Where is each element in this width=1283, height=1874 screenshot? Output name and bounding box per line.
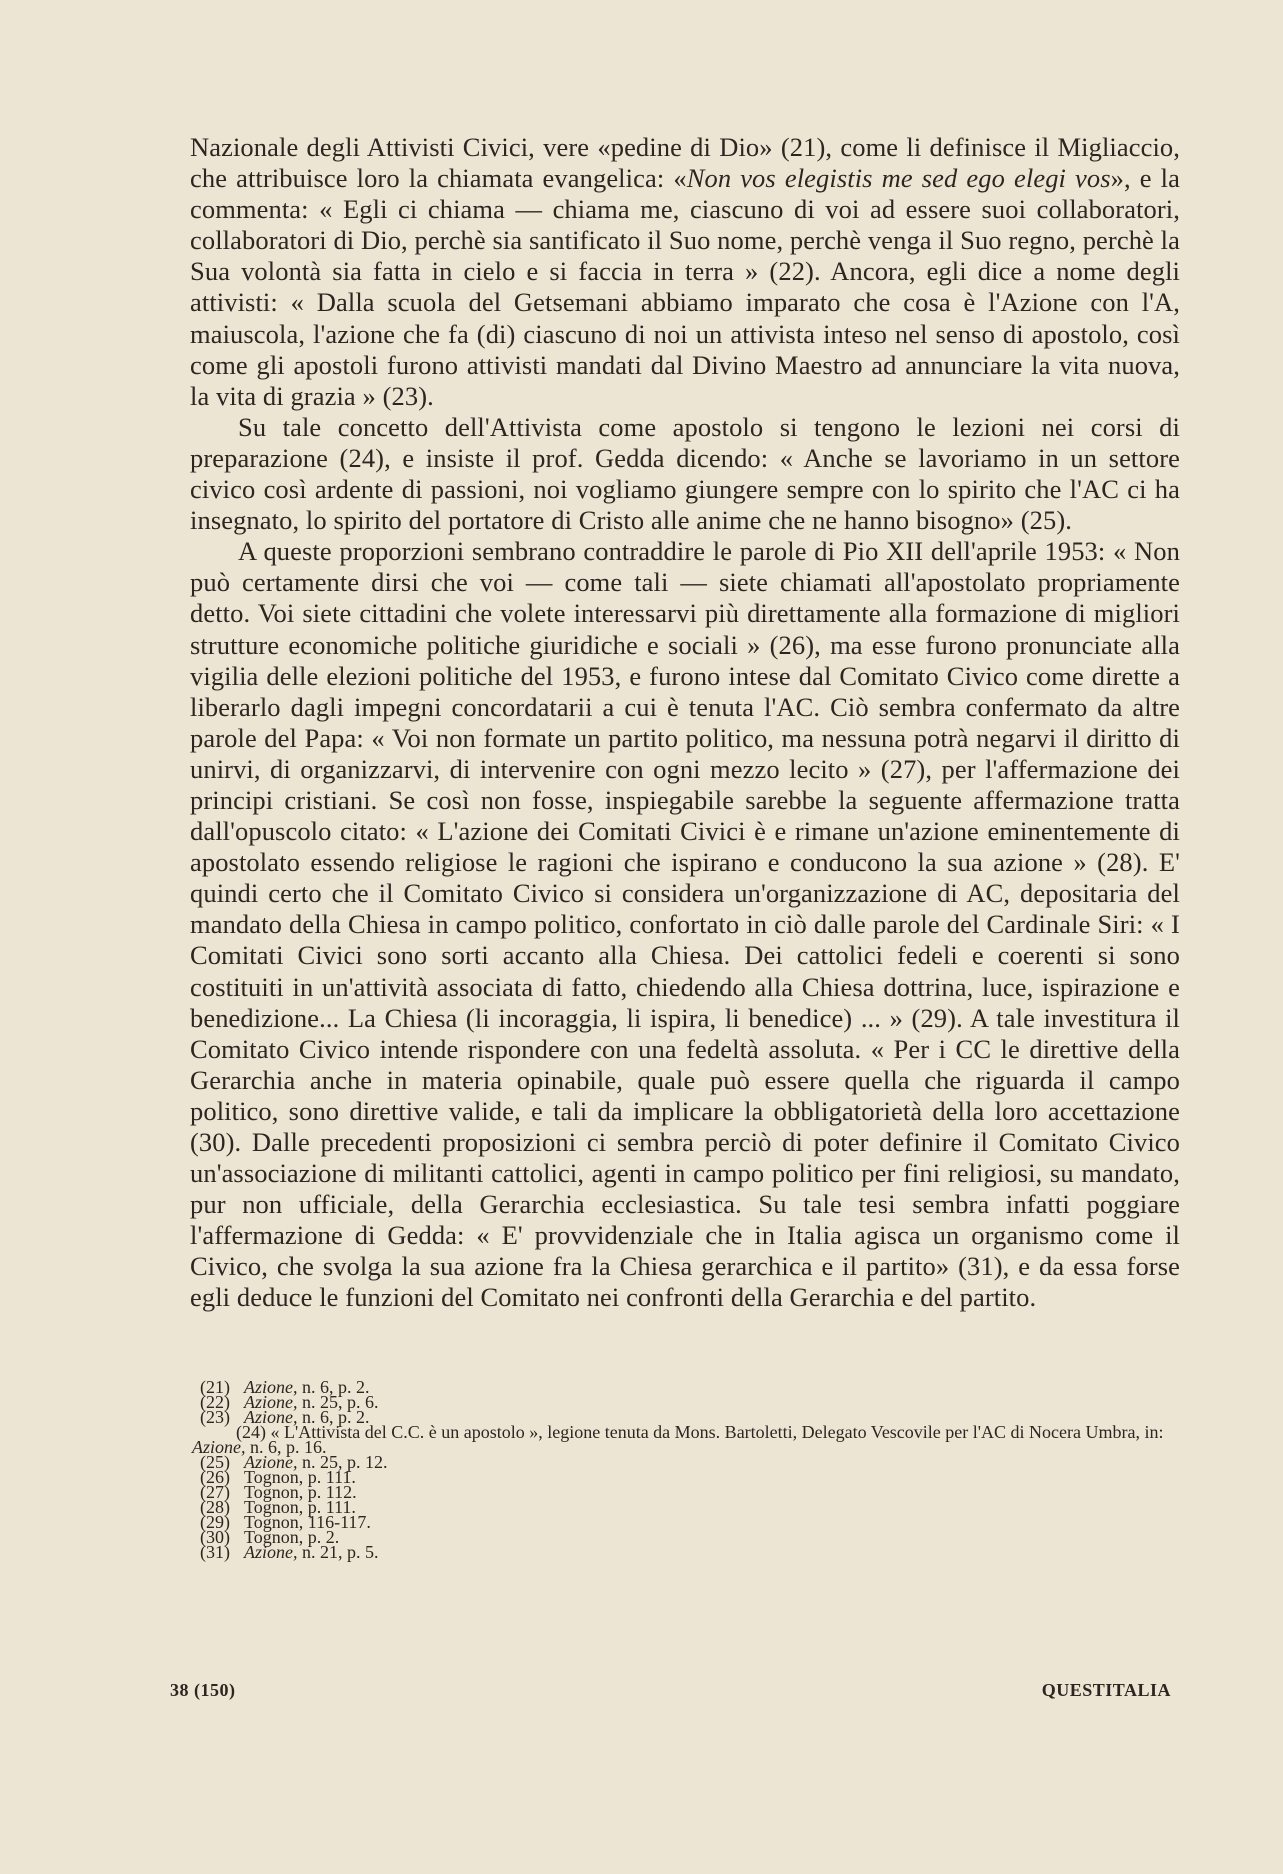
italic-text: Azione, [244, 1407, 298, 1427]
italic-text: Non vos elegistis me sed ego elegi vos [686, 163, 1111, 194]
text-run: n. 25, p. 6. [297, 1392, 379, 1412]
footnotes [192, 1377, 1180, 1562]
italic-text: Azione, [244, 1542, 298, 1562]
text-run: Tognon, 116-117. [244, 1512, 371, 1532]
text-run: Tognon, p. 2. [244, 1527, 340, 1547]
italic-text: Azione, [244, 1377, 298, 1397]
text-run: « L'Attivista del C.C. è un apostolo », legione tenuta da Mons. Bartoletti, Delegato Vescovile per l'AC di Nocera Umbra, in: [270, 1422, 1164, 1442]
footnote [192, 1422, 1180, 1457]
text-run: n. 6, p. 16. [245, 1437, 327, 1457]
page-number: 38 (150) [170, 1680, 236, 1700]
paragraph [190, 536, 1180, 1313]
body-text [190, 132, 1180, 1314]
footnote-number: (25) [200, 1452, 230, 1472]
italic-text: Azione, [244, 1392, 298, 1412]
footnote [200, 1542, 1180, 1562]
footnote-number: (26) [200, 1467, 230, 1487]
footnote-number: (24) [236, 1422, 266, 1442]
text-run: Nazionale degli Attivisti Civici, vere «pedine di Dio» (21), come li definisce il Migliaccio, che attribuisce loro la chiamata evangelica: « [190, 132, 1180, 194]
text-run: n. 6, p. 2. [297, 1377, 370, 1397]
text-run: Tognon, p. 112. [244, 1482, 357, 1502]
footnote-number: (31) [200, 1542, 230, 1562]
footnote-number: (29) [200, 1512, 230, 1532]
footnote-number: (27) [200, 1482, 230, 1502]
text-run: Tognon, p. 111. [244, 1497, 356, 1517]
page-footer [170, 1680, 1171, 1701]
text-run: A queste proporzioni sembrano contraddire le parole di Pio XII dell'aprile 1953: « Non può certamente dirsi che voi — come tali — siete chiamati all'apostolato propriamente detto. Voi siete cittadini che volete interessarvi più direttamente alla formazione di migliori strutture economiche politiche giuridiche e sociali » (26), ma esse furono pronunciate alla vigilia delle elezioni politiche del 1953, e furono intese dal Comitato Civico come dirette a liberarlo dagli impegni concordatarii a cui è tenuta l'AC. Ciò sembra confermato da altre parole del Papa: « Voi non formate un partito politico, ma nessuna potrà negarvi il diritto di unirvi, di organizzarvi, di intervenire con ogni mezzo lecito » (27), per l'affermazione dei principi cristiani. Se così non fosse, inspiegabile sarebbe la seguente affermazione tratta dall'opuscolo citato: « L'azione dei Comitati Civici è e rimane un'azione eminentemente di apostolato essendo religiose le ragioni che ispirano e conducono la sua azione » (28). E' quindi certo che il Comitato Civico si considera un'organizzazione di AC, depositaria del mandato della Chiesa in campo politico, confortato in ciò dalle parole del Cardinale Siri: « I Comitati Civici sono sorti accanto alla Chiesa. Dei cattolici fedeli e coerenti si sono costituiti in un'attività associata di fatto, chiedendo alla Chiesa dottrina, luce, ispirazione e benedizione... La Chiesa (li incoraggia, li ispira, li benedice) ... » (29). A tale investitura il Comitato Civico intende rispondere con una fedeltà assoluta. « Per i CC le direttive della Gerarchia anche in materia opinabile, quale può essere quella che riguarda il campo politico, sono direttive valide, e tali da implicare la obbligatorietà della loro accettazione (30). Dalle precedenti proposizioni ci sembra perciò di poter definire il Comitato Civico un'associazione di militanti cattolici, agenti in campo politico per fini religiosi, su mandato, pur non ufficiale, della Gerarchia ecclesiastica. Su tale tesi sembra infatti poggiare l'affermazione di Gedda: « E' provvidenziale che in Italia agisca un organismo come il Civico, che svolga la sua azione fra la Chiesa gerarchica e il partito» (31), e da essa forse egli deduce le funzioni del Comitato nei confronti della Gerarchia e del partito. [190, 536, 1180, 1313]
journal-title: QUESTITALIA [1041, 1680, 1171, 1700]
footnote-number: (21) [200, 1377, 230, 1397]
footnote-number: (23) [200, 1407, 230, 1427]
footnote-number: (22) [200, 1392, 230, 1412]
footnote [200, 1512, 1180, 1532]
paragraph [190, 412, 1180, 536]
italic-text: Azione, [192, 1437, 246, 1457]
text-run: Su tale concetto dell'Attivista come apostolo si tengono le lezioni nei corsi di preparazione (24), e insiste il prof. Gedda dicendo: « Anche se lavoriamo in un settore civico così ardente di passioni, noi vogliamo giungere sempre con lo spirito che l'AC ci ha insegnato, lo spirito del portatore di Cristo alle anime che ne hanno bisogno» (25). [190, 411, 1180, 536]
italic-text: Azione, [244, 1452, 298, 1472]
text-run: n. 21, p. 5. [297, 1542, 379, 1562]
paragraph [190, 132, 1180, 412]
footnote-number: (30) [200, 1527, 230, 1547]
text-run: n. 25, p. 12. [297, 1452, 388, 1472]
text-run: n. 6, p. 2. [297, 1407, 370, 1427]
text-run: », e la commenta: « Egli ci chiama — chiama me, ciascuno di voi ad essere suoi collaboratori, collaboratori di Dio, perchè sia santificato il Suo nome, perchè venga il Suo regno, perchè la Sua volontà sia fatta in cielo e si faccia in terra » (22). Ancora, egli dice a nome degli attivisti: « Dalla scuola del Getsemani abbiamo imparato che cosa è l'Azione con l'A, maiuscola, l'azione che fa (di) ciascuno di noi un attivista inteso nel senso di apostolo, così come gli apostoli furono attivisti mandati dal Divino Maestro ad annunciare la vita nuova, la vita di grazia » (23). [190, 163, 1180, 411]
footnote-number: (28) [200, 1497, 230, 1517]
text-run: Tognon, p. 111. [244, 1467, 356, 1487]
